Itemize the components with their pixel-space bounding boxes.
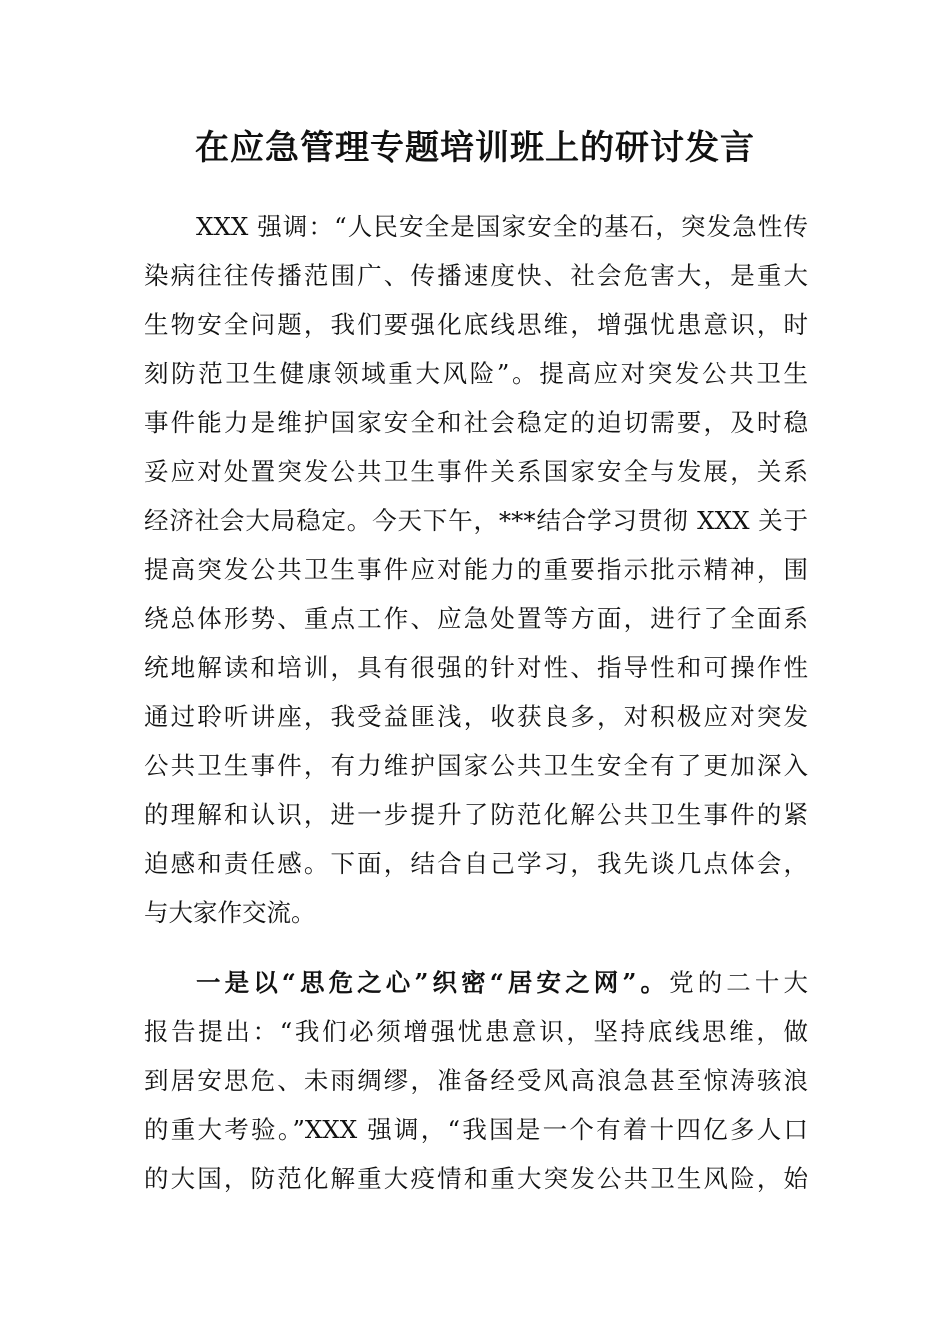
paragraph-line: 到居安思危、未雨绸缪，准备经受风高浪急甚至惊涛骇浪 <box>144 1066 808 1095</box>
paragraph-line: 的理解和认识，进一步提升了防范化解公共卫生事件的紧 <box>144 800 808 829</box>
paragraph-line: 妥应对处置突发公共卫生事件关系国家安全与发展，关系 <box>144 457 808 486</box>
paragraph-line: 经济社会大局稳定。今天下午，***结合学习贯彻 XXX 关于 <box>144 506 808 535</box>
paragraph-line: 迫感和责任感。下面，结合自己学习，我先谈几点体会， <box>144 849 808 878</box>
paragraph-line: 报告提出：“我们必须增强忧患意识，坚持底线思维，做 <box>144 1017 808 1046</box>
paragraph-line: 提高突发公共卫生事件应对能力的重要指示批示精神，围 <box>144 555 808 584</box>
paragraph-lead-heading: 一是以“思危之心”织密“居安之网”。 <box>196 968 670 997</box>
paragraph-line: 绕总体形势、重点工作、应急处置等方面，进行了全面系 <box>144 604 808 633</box>
paragraph-first-line <box>144 958 808 1007</box>
document-title: 在应急管理专题培训班上的研讨发言 <box>195 128 755 168</box>
paragraph-line: 通过聆听讲座，我受益匪浅，收获良多，对积极应对突发 <box>144 702 808 731</box>
paragraph-line: 染病往往传播范围广、传播速度快、社会危害大，是重大 <box>144 261 808 290</box>
paragraph-1 <box>144 202 808 937</box>
paragraph-2 <box>144 958 808 1203</box>
paragraph-line: 统地解读和培训，具有很强的针对性、指导性和可操作性 <box>144 653 808 682</box>
paragraph-lead-continuation: 党的二十大 <box>669 968 808 997</box>
paragraph-line: 事件能力是维护国家安全和社会稳定的迫切需要，及时稳 <box>144 408 808 437</box>
paragraph-line: XXX 强调：“人民安全是国家安全的基石，突发急性传 <box>196 212 808 241</box>
paragraph-line: 生物安全问题，我们要强化底线思维，增强忧患意识，时 <box>144 310 808 339</box>
paragraph-line: 与大家作交流。 <box>144 898 316 927</box>
paragraph-line: 的大国，防范化解重大疫情和重大突发公共卫生风险，始 <box>144 1164 808 1193</box>
paragraph-line: 公共卫生事件，有力维护国家公共卫生安全有了更加深入 <box>144 751 808 780</box>
paragraph-line: 刻防范卫生健康领域重大风险”。提高应对突发公共卫生 <box>144 359 808 388</box>
paragraph-line: 的重大考验。”XXX 强调，“我国是一个有着十四亿多人口 <box>144 1115 808 1144</box>
